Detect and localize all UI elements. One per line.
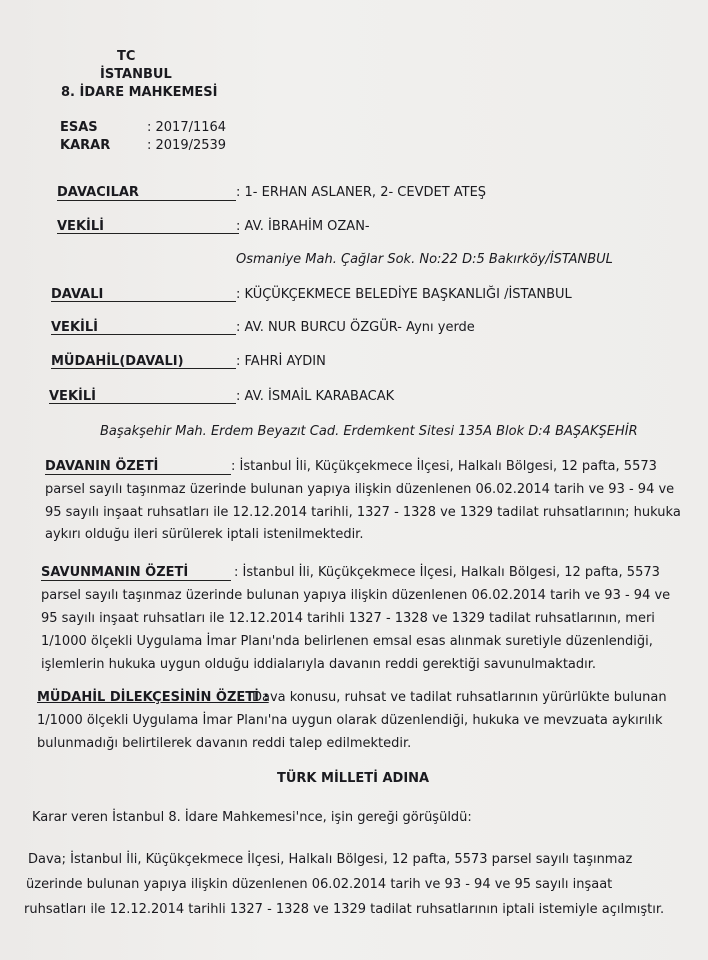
davacilar-value: : 1- ERHAN ASLANER, 2- CEVDET ATEŞ [236, 185, 487, 200]
vekili-label: VEKİLİ [49, 389, 96, 404]
paragraph-line: bulunmadığı belirtilerek davanın reddi talep edilmektedir. [37, 736, 412, 751]
paragraph-line: 1/1000 ölçekli Uygulama İmar Planı'na uygun olarak düzenlendiği, hukuka ve mevzuata aykırılık [37, 713, 663, 728]
paragraph-line: Dava; İstanbul İli, Küçükçekmece İlçesi, Halkalı Bölgesi, 12 pafta, 5573 parsel sayılı taşınmaz [28, 852, 633, 867]
header-court: 8. İDARE MAHKEMESİ [61, 85, 218, 100]
davali-value: : KÜÇÜKÇEKMECE BELEDİYE BAŞKANLIĞI /İSTANBUL [236, 287, 572, 302]
paragraph-line: Dava konusu, ruhsat ve tadilat ruhsatlarının yürürlükte bulunan [252, 690, 667, 705]
paragraph-line: ruhsatları ile 12.12.2014 tarihli 1327 - 1328 ve 1329 tadilat ruhsatlarının iptali istemiyle açılmıştır. [24, 902, 665, 917]
savunma-ozeti-label: SAVUNMANIN ÖZETİ [41, 565, 189, 580]
verdict-heading: TÜRK MİLLETİ ADINA [277, 771, 430, 786]
underline [51, 368, 236, 369]
paragraph-line: 95 sayılı inşaat ruhsatları ile 12.12.2014 tarihli, 1327 - 1328 ve 1329 tadilat ruhsatlarının; hukuka [45, 505, 681, 520]
paragraph-line: : İstanbul İli, Küçükçekmece İlçesi, Halkalı Bölgesi, 12 pafta, 5573 [231, 459, 657, 474]
paragraph-line: : İstanbul İli, Küçükçekmece İlçesi, Halkalı Bölgesi, 12 pafta, 5573 [234, 565, 660, 580]
paragraph-line: işlemlerin hukuka uygun olduğu iddialarıyla davanın reddi gerektiği savunulmaktadır. [41, 657, 597, 672]
underline [49, 403, 236, 404]
underline [45, 474, 231, 475]
header-city: İSTANBUL [100, 67, 172, 82]
davali-label: DAVALI [51, 287, 104, 302]
mudahil-label: MÜDAHİL(DAVALI) [51, 354, 184, 369]
vekili-value: : AV. İBRAHİM OZAN- [236, 219, 370, 234]
header-tc: TC [117, 49, 136, 64]
davanin-ozeti-label: DAVANIN ÖZETİ [45, 459, 159, 474]
paragraph-line: üzerinde bulunan yapıya ilişkin düzenlenen 06.02.2014 tarih ve 93 - 94 ve 95 sayılı inşaat [26, 877, 613, 892]
paragraph-line: 1/1000 ölçekli Uygulama İmar Planı'nda belirlenen emsal esas alınmak suretiyle düzenlendiği, [41, 634, 653, 649]
underline [51, 301, 236, 302]
vekili-label: VEKİLİ [57, 219, 104, 234]
vekili-value: : AV. NUR BURCU ÖZGÜR- Aynı yerde [236, 320, 475, 335]
underline [57, 200, 236, 201]
mudahil-value: : FAHRİ AYDIN [236, 354, 326, 369]
address-line: Başakşehir Mah. Erdem Beyazıt Cad. Erdemkent Sitesi 135A Blok D:4 BAŞAKŞEHİR [100, 424, 638, 439]
paragraph-line: aykırı olduğu ileri sürülerek iptali istenilmektedir. [45, 527, 364, 542]
karar-value: : 2019/2539 [147, 138, 227, 153]
verdict-intro: Karar veren İstanbul 8. İdare Mahkemesi'nce, işin gereği görüşüldü: [32, 810, 472, 825]
esas-label: ESAS [60, 120, 98, 135]
davacilar-label: DAVACILAR [57, 185, 139, 200]
vekili-value: : AV. İSMAİL KARABACAK [236, 389, 395, 404]
paragraph-line: parsel sayılı taşınmaz üzerinde bulunan yapıya ilişkin düzenlenen 06.02.2014 tarih ve 93 - 94 ve [45, 482, 675, 497]
underline [57, 233, 239, 234]
paragraph-line: parsel sayılı taşınmaz üzerinde bulunan yapıya ilişkin düzenlenen 06.02.2014 tarih ve 93 - 94 ve [41, 588, 671, 603]
underline [41, 580, 231, 581]
karar-label: KARAR [60, 138, 111, 153]
esas-value: : 2017/1164 [147, 120, 227, 135]
underline [51, 334, 236, 335]
vekili-label: VEKİLİ [51, 320, 98, 335]
paragraph-line: 95 sayılı inşaat ruhsatları ile 12.12.2014 tarihli 1327 - 1328 ve 1329 tadilat ruhsatlarının, meri [41, 611, 655, 626]
address-line: Osmaniye Mah. Çağlar Sok. No:22 D:5 Bakırköy/İSTANBUL [236, 252, 613, 267]
mudahil-ozeti-label: MÜDAHİL DİLEKÇESİNİN ÖZETİ : [37, 690, 269, 705]
